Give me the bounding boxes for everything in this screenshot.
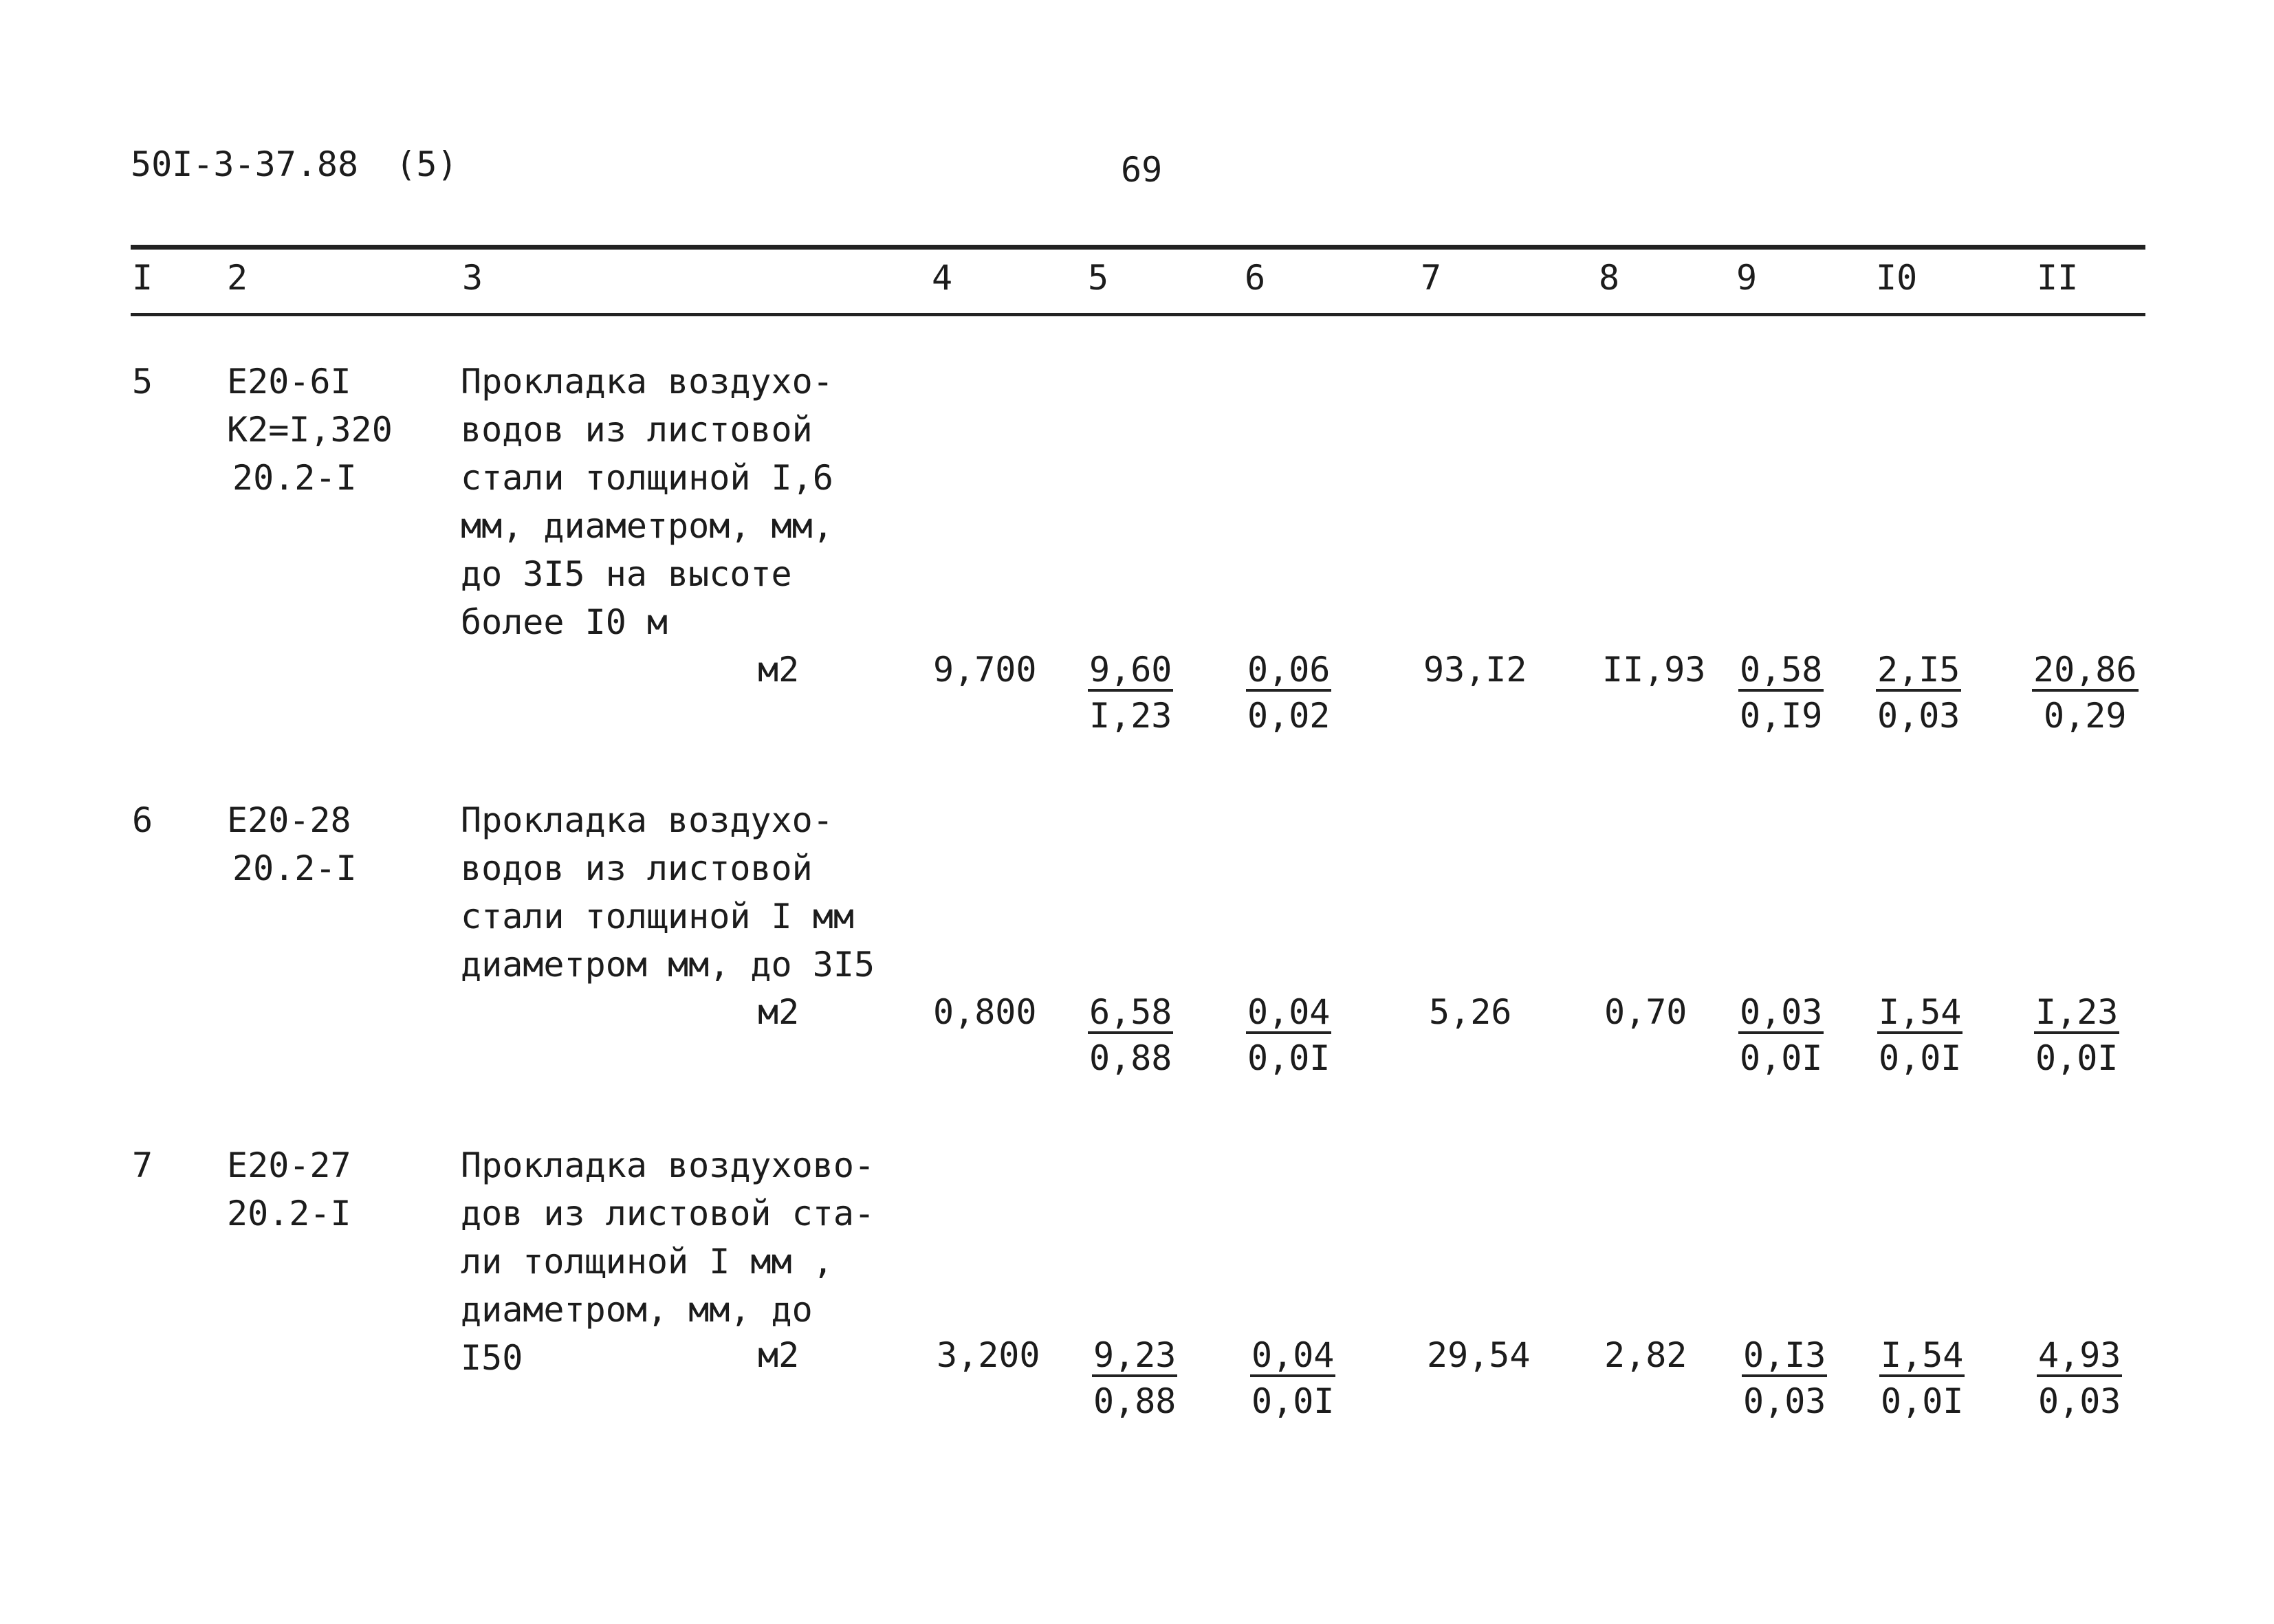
fraction-bottom: 0,88 <box>1089 1038 1172 1078</box>
fraction-top: I,54 <box>1879 1336 1965 1377</box>
description-line: мм, диаметром, мм, <box>461 506 833 546</box>
value-col8: 0,70 <box>1604 992 1687 1032</box>
description-line: дов из листовой ста- <box>461 1194 875 1233</box>
fraction-cell <box>1246 992 1331 1082</box>
column-header-1: I <box>132 258 153 298</box>
fraction-cell <box>1877 992 1963 1082</box>
fraction-bottom: I,23 <box>1089 696 1172 736</box>
header-top-rule <box>131 245 2145 250</box>
value-col7: 93,I2 <box>1423 650 1527 690</box>
fraction-cell <box>2032 650 2139 740</box>
description-line: до 3I5 на высоте <box>461 554 792 594</box>
description-line: диаметром мм, до 3I5 <box>461 945 875 985</box>
row-description <box>461 358 833 646</box>
row-description <box>461 1141 875 1382</box>
row-number: 6 <box>132 800 153 840</box>
description-line: Прокладка воздухово- <box>461 1145 875 1185</box>
fraction-bottom: 0,29 <box>2044 696 2127 736</box>
fraction-top: 9,60 <box>1088 650 1173 692</box>
fraction-cell <box>1876 650 1961 740</box>
fraction-top: 0,I3 <box>1742 1336 1827 1377</box>
code-line: E20-27 <box>227 1145 351 1185</box>
fraction-bottom: 0,0I <box>1881 1381 1964 1421</box>
row-codes <box>227 796 357 892</box>
row-codes <box>227 1141 351 1238</box>
column-header-5: 5 <box>1088 258 1109 298</box>
quantity: 0,800 <box>933 992 1037 1032</box>
description-line: более I0 м <box>461 602 668 642</box>
row-number: 5 <box>132 362 153 402</box>
code-line: 20.2-I <box>232 848 357 888</box>
description-line: Прокладка воздухо- <box>461 362 833 402</box>
description-line: Прокладка воздухо- <box>461 800 833 840</box>
code-line: К2=I,320 <box>227 410 393 450</box>
fraction-top: 6,58 <box>1088 993 1173 1034</box>
unit: м2 <box>758 1335 800 1375</box>
document-part: (5) <box>395 144 458 184</box>
fraction-cell <box>1088 650 1173 740</box>
description-line: ли толщиной I мм , <box>461 1242 833 1282</box>
row-description <box>461 796 875 989</box>
column-header-6: 6 <box>1245 258 1266 298</box>
unit: м2 <box>758 992 800 1032</box>
fraction-bottom: 0,0I <box>1879 1038 1962 1078</box>
document-code-text: 50I-3-37.88 <box>131 144 359 184</box>
value-col8: II,93 <box>1602 650 1706 690</box>
column-header-10: I0 <box>1876 258 1918 298</box>
column-header-3: 3 <box>462 258 483 298</box>
quantity: 3,200 <box>937 1335 1040 1375</box>
column-header-11: II <box>2037 258 2079 298</box>
fraction-bottom: 0,88 <box>1093 1381 1177 1421</box>
fraction-bottom: 0,03 <box>1877 696 1960 736</box>
fraction-cell <box>1738 650 1824 740</box>
document-code <box>131 144 458 184</box>
fraction-bottom: 0,0I <box>1247 1038 1331 1078</box>
description-line: водов из листовой <box>461 410 813 450</box>
fraction-bottom: 0,0I <box>2035 1038 2119 1078</box>
description-line: диаметром, мм, до <box>461 1290 813 1330</box>
value-col8: 2,82 <box>1604 1335 1687 1375</box>
fraction-cell <box>1738 992 1824 1082</box>
code-line: E20-28 <box>227 800 351 840</box>
value-col7: 5,26 <box>1429 992 1512 1032</box>
fraction-bottom: 0,0I <box>1740 1038 1823 1078</box>
fraction-bottom: 0,03 <box>1743 1381 1826 1421</box>
description-line: I50 <box>461 1338 523 1378</box>
column-header-2: 2 <box>227 258 248 298</box>
column-header-8: 8 <box>1599 258 1620 298</box>
quantity: 9,700 <box>933 650 1037 690</box>
fraction-cell <box>1246 650 1331 740</box>
description-line: водов из листовой <box>461 848 813 888</box>
fraction-top: I,23 <box>2034 993 2119 1034</box>
header-bottom-rule <box>131 313 2145 316</box>
fraction-bottom: 0,I9 <box>1740 696 1823 736</box>
fraction-top: 0,06 <box>1246 650 1331 692</box>
fraction-cell <box>2037 1335 2122 1425</box>
fraction-bottom: 0,0I <box>1251 1381 1335 1421</box>
fraction-top: 0,04 <box>1250 1336 1335 1377</box>
row-number: 7 <box>132 1145 153 1185</box>
fraction-cell <box>1742 1335 1827 1425</box>
fraction-top: 20,86 <box>2032 650 2139 692</box>
page-number: 69 <box>1121 150 1163 190</box>
column-header-7: 7 <box>1421 258 1442 298</box>
fraction-cell <box>1250 1335 1335 1425</box>
unit: м2 <box>758 650 800 690</box>
fraction-top: 0,04 <box>1246 993 1331 1034</box>
fraction-top: 0,58 <box>1738 650 1824 692</box>
fraction-cell <box>1088 992 1173 1082</box>
fraction-top: 4,93 <box>2037 1336 2122 1377</box>
fraction-top: 9,23 <box>1092 1336 1177 1377</box>
column-header-4: 4 <box>932 258 953 298</box>
fraction-top: 0,03 <box>1738 993 1824 1034</box>
fraction-top: I,54 <box>1877 993 1963 1034</box>
description-line: стали толщиной I,6 <box>461 458 833 498</box>
code-line: E20-6I <box>227 362 351 402</box>
code-line: 20.2-I <box>227 1194 351 1233</box>
fraction-cell <box>1092 1335 1177 1425</box>
fraction-bottom: 0,02 <box>1247 696 1331 736</box>
fraction-cell <box>2034 992 2119 1082</box>
fraction-cell <box>1879 1335 1965 1425</box>
row-codes <box>227 358 393 502</box>
value-col7: 29,54 <box>1427 1335 1531 1375</box>
fraction-top: 2,I5 <box>1876 650 1961 692</box>
fraction-bottom: 0,03 <box>2038 1381 2121 1421</box>
description-line: стали толщиной I мм <box>461 897 854 936</box>
code-line: 20.2-I <box>232 458 357 498</box>
column-header-9: 9 <box>1736 258 1758 298</box>
